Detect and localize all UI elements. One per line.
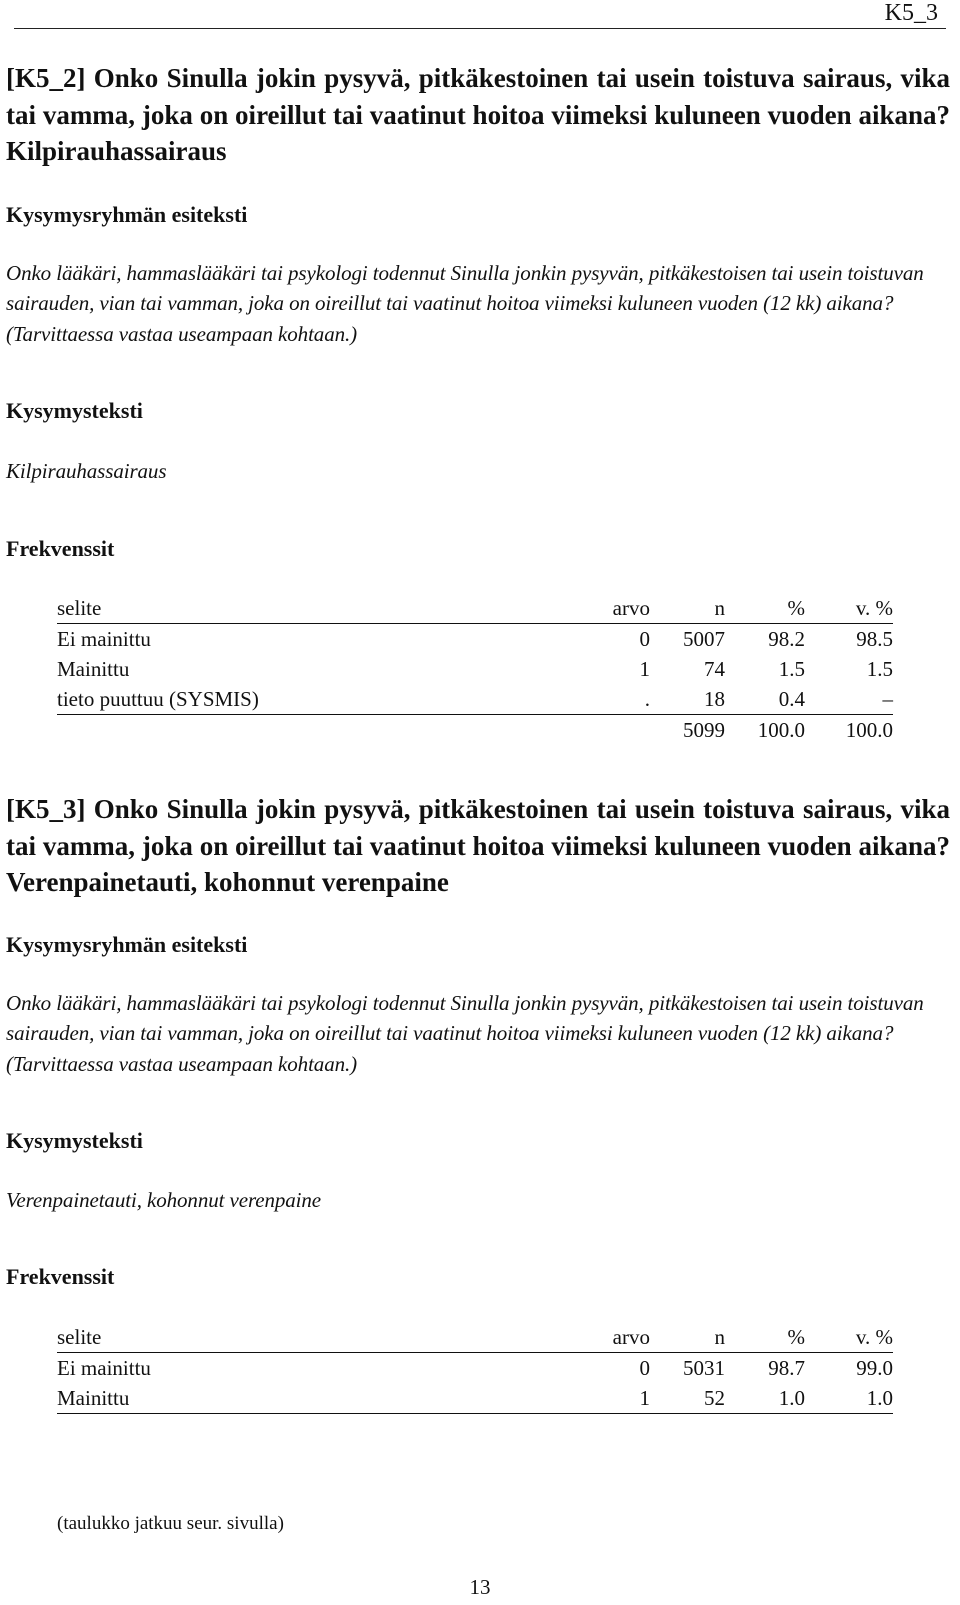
cell-pct: 0.4 <box>725 684 805 715</box>
cell-selite: Ei mainittu <box>57 627 151 651</box>
table-row <box>57 624 893 655</box>
cell-arvo: 1 <box>560 1383 650 1414</box>
table-row <box>57 684 893 715</box>
question-text: Verenpainetauti, kohonnut verenpaine <box>6 1188 322 1212</box>
cell-n: 5031 <box>683 1356 725 1380</box>
total-n: 5099 <box>683 718 725 742</box>
frequency-table <box>57 1322 893 1414</box>
cell-pct: 98.7 <box>768 1356 805 1380</box>
continued-note: (taulukko jatkuu seur. sivulla) <box>57 1513 284 1534</box>
frequencies-label: Frekvenssit <box>6 536 115 561</box>
table-header-row <box>57 593 893 624</box>
cell-pct: 98.2 <box>768 627 805 651</box>
cell-vpct: 1.0 <box>805 1383 893 1414</box>
running-head-label: K5_3 <box>884 0 938 26</box>
cell-selite: Ei mainittu <box>57 1356 151 1380</box>
cell-vpct: 99.0 <box>856 1356 893 1380</box>
section-k5-3-title-block <box>6 791 950 901</box>
table-row <box>57 1383 893 1414</box>
total-vpct: 100.0 <box>845 718 893 742</box>
col-header-selite: selite <box>57 1322 560 1353</box>
col-header-vpct: v. % <box>805 593 893 624</box>
cell-pct: 1.0 <box>725 1383 805 1414</box>
cell-arvo: . <box>560 684 650 715</box>
col-header-arvo: arvo <box>560 593 650 624</box>
question-label: Kysymysteksti <box>6 1128 143 1153</box>
frequency-table <box>57 593 893 745</box>
cell-vpct: 1.5 <box>866 657 893 681</box>
col-header-pct: % <box>725 1322 805 1353</box>
question-text: Kilpirauhassairaus <box>6 459 167 483</box>
cell-selite: Mainittu <box>57 1383 560 1414</box>
section-title: [K5_3] Onko Sinulla jokin pysyvä, pitkäkestoinen tai usein toistuva sairaus, vika tai vamma, joka on oireillut tai vaatinut hoitoa viimeksi kuluneen vuoden aikana? Verenpainetauti, kohonnut verenpaine <box>6 794 950 898</box>
page-number: 13 <box>469 1575 491 1599</box>
col-header-n: n <box>650 593 725 624</box>
group-text: Onko lääkäri, hammaslääkäri tai psykologi todennut Sinulla jonkin pysyvän, pitkäkestoisen tai usein toistuvan sairauden, vian tai vamman, joka on oireillut tai vaatinut hoitoa viimeksi kuluneen vuoden (12 kk) aikana? (Tarvittaessa vastaa useampaan kohtaan.) <box>6 261 924 346</box>
cell-vpct: 98.5 <box>856 627 893 651</box>
col-header-selite: selite <box>57 593 560 624</box>
cell-n: 52 <box>650 1383 725 1414</box>
group-label: Kysymysryhmän esiteksti <box>6 932 248 957</box>
col-header-vpct: v. % <box>805 1322 893 1353</box>
question-label: Kysymysteksti <box>6 398 143 423</box>
cell-n: 5007 <box>683 627 725 651</box>
table-row <box>57 654 893 684</box>
cell-selite: Mainittu <box>57 657 130 681</box>
group-label: Kysymysryhmän esiteksti <box>6 202 248 227</box>
cell-arvo: 0 <box>639 1356 650 1380</box>
cell-pct: 1.5 <box>778 657 805 681</box>
cell-n: 18 <box>650 684 725 715</box>
cell-arvo: 1 <box>639 657 650 681</box>
cell-n: 74 <box>704 657 725 681</box>
cell-selite: tieto puuttuu (SYSMIS) <box>57 684 560 715</box>
total-pct: 100.0 <box>757 718 805 742</box>
frequencies-label: Frekvenssit <box>6 1264 115 1289</box>
col-header-n: n <box>650 1322 725 1353</box>
table-row <box>57 1353 893 1384</box>
table-header-row <box>57 1322 893 1353</box>
section-title: [K5_2] Onko Sinulla jokin pysyvä, pitkäkestoinen tai usein toistuva sairaus, vika tai vamma, joka on oireillut tai vaatinut hoitoa viimeksi kuluneen vuoden aikana? Kilpirauhassairaus <box>6 63 950 167</box>
table-total-row <box>57 715 893 746</box>
running-header <box>14 0 946 29</box>
cell-arvo: 0 <box>639 627 650 651</box>
col-header-pct: % <box>725 593 805 624</box>
section-k5-2-title-block <box>6 60 950 170</box>
cell-vpct: – <box>805 684 893 715</box>
group-text: Onko lääkäri, hammaslääkäri tai psykologi todennut Sinulla jonkin pysyvän, pitkäkestoisen tai usein toistuvan sairauden, vian tai vamman, joka on oireillut tai vaatinut hoitoa viimeksi kuluneen vuoden (12 kk) aikana? (Tarvittaessa vastaa useampaan kohtaan.) <box>6 991 924 1076</box>
col-header-arvo: arvo <box>560 1322 650 1353</box>
